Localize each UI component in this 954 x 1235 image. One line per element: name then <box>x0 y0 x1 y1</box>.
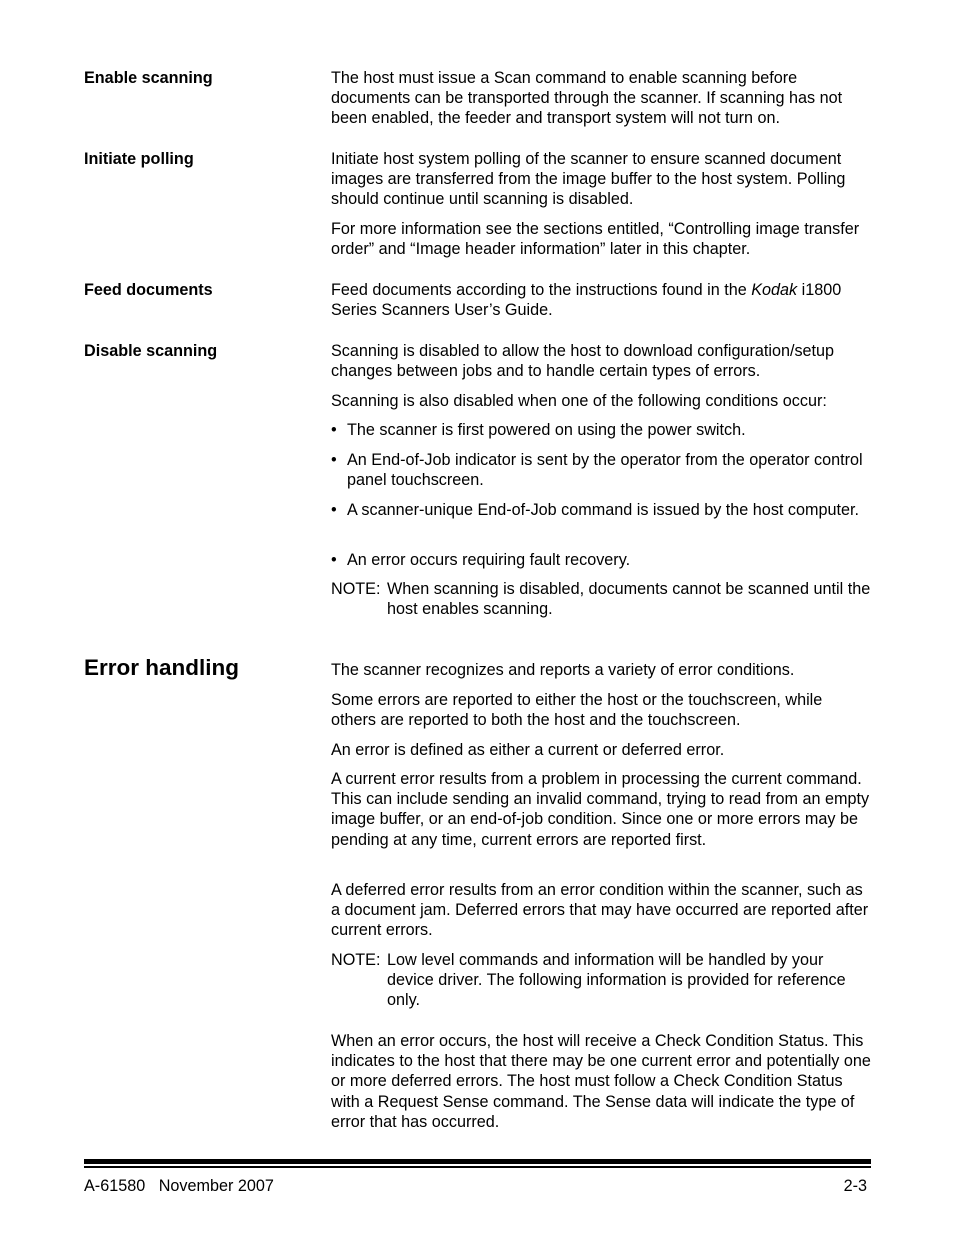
feed-documents-text <box>331 280 871 320</box>
bullet-icon: • <box>331 451 337 469</box>
bullet-icon: • <box>331 421 337 439</box>
footer-doc-info <box>84 1177 274 1196</box>
initiate-polling-more-info: For more information see the sections entitled, “Controlling image transfer order” and “Image header information” later in this chapter. <box>331 220 860 259</box>
feed-documents-text-start: Feed documents according to the instructions found in the <box>331 281 752 299</box>
kodak-brand-text: Kodak <box>751 281 798 299</box>
error-handling-heading: Error handling <box>84 655 240 680</box>
enable-scanning-label: Enable scanning <box>84 69 213 87</box>
disable-scanning-conditions-intro: Scanning is also disabled when one of the following conditions occur: <box>331 392 827 410</box>
footer-rule-thin <box>84 1166 871 1168</box>
error-handling-p4: A current error results from a problem in processing the current command. This can include sending an invalid command, trying to read from an empty image buffer, or an end-of-job condition. Since one or more errors may be pending at any time, current errors are reported first. <box>331 770 870 849</box>
error-handling-p5: A deferred error results from an error condition within the scanner, such as a document jam. Deferred errors that may have occurred are reported after current errors. <box>331 881 869 940</box>
note-label: NOTE: <box>331 951 381 969</box>
note-text: Low level commands and information will be handled by your device driver. The following information is provided for reference only. <box>387 951 846 1010</box>
footer-doc-id: A-61580 <box>84 1177 146 1195</box>
disable-scanning-text: Scanning is disabled to allow the host to download configuration/setup changes between jobs and to handle certain types of errors. <box>331 342 835 381</box>
note-text: When scanning is disabled, documents cannot be scanned until the host enables scanning. <box>387 580 871 619</box>
disable-scanning-note <box>331 579 871 619</box>
initiate-polling-label: Initiate polling <box>84 150 194 168</box>
list-item-text: An End-of-Job indicator is sent by the operator from the operator control panel touchscreen. <box>347 451 863 490</box>
footer-rule <box>84 1159 871 1164</box>
note-label: NOTE: <box>331 580 381 598</box>
error-handling-p6: When an error occurs, the host will receive a Check Condition Status. This indicates to the host that there may be one current error and potentially one or more deferred errors. The host must follow a Check Condition Status with a Request Sense command. The Sense data will indicate the type of error that has occurred. <box>331 1032 871 1131</box>
error-handling-p2: Some errors are reported to either the host or the touchscreen, while others are reported to both the host and the touchscreen. <box>331 691 823 730</box>
list-item-text: A scanner-unique End-of-Job command is issued by the host computer. <box>347 501 859 519</box>
list-item-text: The scanner is first powered on using the power switch. <box>347 421 746 439</box>
list-item <box>331 450 871 490</box>
disable-scanning-label: Disable scanning <box>84 342 218 360</box>
error-handling-p1: The scanner recognizes and reports a variety of error conditions. <box>331 661 795 679</box>
footer-date: November 2007 <box>158 1177 274 1195</box>
error-handling-note <box>331 950 871 1011</box>
list-item <box>331 550 871 570</box>
feed-documents-text-end: i1800 Series Scanners User’s Guide. <box>331 281 842 320</box>
page-number: 2-3 <box>843 1177 867 1195</box>
error-handling-p3: An error is defined as either a current or deferred error. <box>331 741 725 759</box>
enable-scanning-text: The host must issue a Scan command to enable scanning before documents can be transported through the scanner. If scanning has not been enabled, the feeder and transport system will not turn on. <box>331 69 843 128</box>
initiate-polling-text: Initiate host system polling of the scanner to ensure scanned document images are transferred from the image buffer to the host system. Polling should continue until scanning is disabled. <box>331 150 846 209</box>
bullet-icon: • <box>331 551 337 569</box>
list-item <box>331 500 871 520</box>
list-item-text: An error occurs requiring fault recovery. <box>347 551 631 569</box>
bullet-icon: • <box>331 501 337 519</box>
feed-documents-label: Feed documents <box>84 281 213 299</box>
list-item <box>331 420 871 440</box>
